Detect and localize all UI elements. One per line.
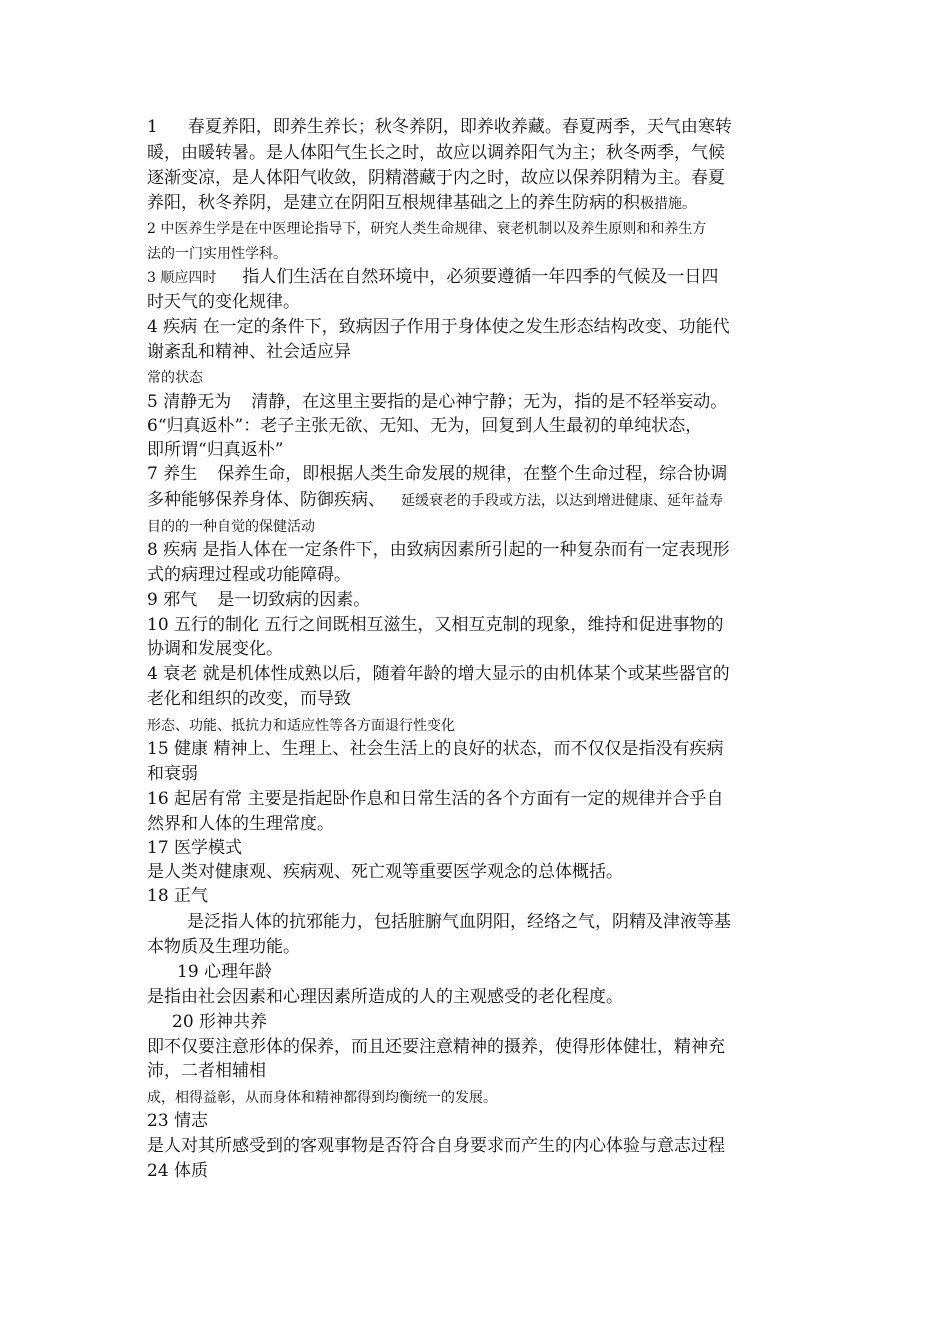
text-line xyxy=(147,292,300,312)
text-line xyxy=(147,664,730,684)
text-line xyxy=(147,1136,725,1156)
text-line xyxy=(147,117,732,137)
line-text: 多种能够保养身体、防御疾病、 xyxy=(147,490,385,510)
line-text: 逐渐变凉，是人体阳气收敛，阴精潜藏于内之时，故应以保养阴精为主。春夏 xyxy=(147,168,725,188)
line-text: 23 情志 xyxy=(147,1111,209,1131)
line-text: 8 疾病 是指人体在一定条件下，由致病因素所引起的一种复杂而有一定表现形 xyxy=(147,540,730,560)
line-text: 式的病理过程或功能障碍。 xyxy=(147,565,351,585)
line-text: 和衰弱 xyxy=(147,764,198,784)
text-line xyxy=(147,739,723,759)
text-line xyxy=(147,689,351,709)
line-text: 16 起居有常 主要是指起卧作息和日常生活的各个方面有一定的规律并合乎自 xyxy=(147,789,724,809)
text-line xyxy=(147,862,623,882)
text-line xyxy=(147,392,727,412)
text-line xyxy=(147,716,455,736)
line-text: 成，相得益彰，从而身体和精神都得到均衡统一的发展。 xyxy=(147,1090,497,1106)
text-line xyxy=(147,615,723,635)
text-line xyxy=(147,416,702,436)
line-text: 是人对其所感受到的客观事物是否符合自身要求而产生的内心体验与意志过程 xyxy=(147,1136,725,1156)
text-line xyxy=(147,1037,725,1057)
line-text: 18 正气 xyxy=(147,886,209,906)
line-text: 时天气的变化规律。 xyxy=(147,292,300,312)
text-line xyxy=(147,143,725,163)
line-text: 4 衰老 就是机体性成熟以后，随着年龄的增大显示的由机体某个或某些器官的 xyxy=(147,664,730,684)
line-text: 常的状态 xyxy=(147,370,203,386)
line-text: 法的一门实用性学科。 xyxy=(147,246,287,262)
text-line xyxy=(147,440,283,460)
text-line xyxy=(147,368,203,388)
line-text: 6“归真返朴”：老子主张无欲、无知、无为，回复到人生最初的单纯状态， xyxy=(147,416,703,436)
text-line xyxy=(147,1111,208,1131)
line-text: 是泛指人体的抗邪能力，包括脏腑气血阴阳，经络之气，阴精及津液等基 xyxy=(187,912,731,932)
text-line xyxy=(147,193,696,214)
line-text: 2 中医养生学是在中医理论指导下，研究人类生命规律、衰老机制以及养生原则和和养生方 xyxy=(147,221,707,237)
text-line xyxy=(147,1161,208,1181)
line-text: 暖，由暖转暑。是人体阳气生长之时，故应以调养阳气为主；秋冬两季，气候 xyxy=(147,143,725,163)
line-text: 春夏养阳，即养生养长；秋冬养阴，即养收养藏。春夏两季，天气由寒转 xyxy=(187,117,732,137)
line-text: 延缓衰老的手段或方法，以达到增进健康、延年益寿 xyxy=(401,493,723,509)
text-line xyxy=(147,639,283,659)
text-line xyxy=(147,517,315,537)
item-number: 1 xyxy=(147,117,158,137)
line-text: 是指由社会因素和心理因素所造成的人的主观感受的老化程度。 xyxy=(147,987,623,1007)
line-text: 即所谓“归真返朴” xyxy=(147,440,284,460)
text-line xyxy=(147,590,370,610)
text-line xyxy=(147,490,723,511)
text-line xyxy=(147,168,725,188)
line-text: 协调和发展变化。 xyxy=(147,639,283,659)
line-text: 然界和人体的生理常度。 xyxy=(147,814,334,834)
text-line xyxy=(147,464,727,484)
line-text: 15 健康 精神上、生理上、社会生活上的良好的状态，而不仅仅是指没有疾病 xyxy=(147,739,724,759)
line-text: 指人们生活在自然环境中，必须要遵循一年四季的气候及一日四 xyxy=(242,267,719,287)
text-line xyxy=(147,342,351,362)
line-text: 是人类对健康观、疾病观、死亡观等重要医学观念的总体概括。 xyxy=(147,862,623,882)
line-text: 17 医学模式 xyxy=(147,838,243,858)
text-line xyxy=(147,540,730,560)
line-text: 24 体质 xyxy=(147,1161,209,1181)
term: 7 养生 xyxy=(147,464,198,484)
text-line xyxy=(147,764,198,784)
text-line xyxy=(147,1088,497,1108)
line-text: 20 形神共养 xyxy=(172,1012,268,1032)
line-text: 本物质及生理功能。 xyxy=(147,937,300,957)
line-text: 谢紊乱和精神、社会适应异 xyxy=(147,342,351,362)
text-line xyxy=(147,219,706,239)
text-line xyxy=(147,789,723,809)
line-text: 形态、功能、抵抗力和适应性等各方面退行性变化 xyxy=(147,718,455,734)
text-line xyxy=(147,838,242,858)
line-text: 10 五行的制化 五行之间既相互滋生，又相互克制的现象，维持和促进事物的 xyxy=(147,615,724,635)
text-line xyxy=(147,1061,266,1081)
line-text: 19 心理年龄 xyxy=(177,962,273,982)
text-line xyxy=(147,317,730,337)
term: 9 邪气 xyxy=(147,590,198,610)
text-line xyxy=(172,1012,267,1032)
line-text: 沛，二者相辅相 xyxy=(147,1061,266,1081)
term: 3 顺应四时 xyxy=(147,270,217,286)
line-text: 养阳，秋冬养阴，是建立在阴阳互根规律基础之上的养生防病的积 xyxy=(147,193,640,213)
text-line xyxy=(147,987,623,1007)
text-line xyxy=(147,244,287,264)
line-text: 老化和组织的改变，而导致 xyxy=(147,689,351,709)
text-line xyxy=(147,886,208,906)
text-line xyxy=(147,565,351,585)
line-text: 即不仅要注意形体的保养，而且还要注意精神的摄养，使得形体健壮，精神充 xyxy=(147,1037,725,1057)
text-line xyxy=(187,912,731,932)
text-line xyxy=(177,962,272,982)
line-text: 目的的一种自觉的保健活动 xyxy=(147,519,315,535)
line-text: 4 疾病 在一定的条件下，致病因子作用于身体使之发生形态结构改变、功能代 xyxy=(147,317,730,337)
term: 5 清静无为 xyxy=(147,392,232,412)
line-text: 清静，在这里主要指的是心神宁静；无为，指的是不轻举妄动。 xyxy=(251,392,728,412)
text-line xyxy=(147,937,300,957)
text-line xyxy=(147,267,718,288)
line-text: 保养生命，即根据人类生命发展的规律，在整个生命过程，综合协调 xyxy=(217,464,728,484)
text-line xyxy=(147,814,334,834)
line-text: 是一切致病的因素。 xyxy=(217,590,371,610)
line-text: 极措施。 xyxy=(640,196,696,212)
